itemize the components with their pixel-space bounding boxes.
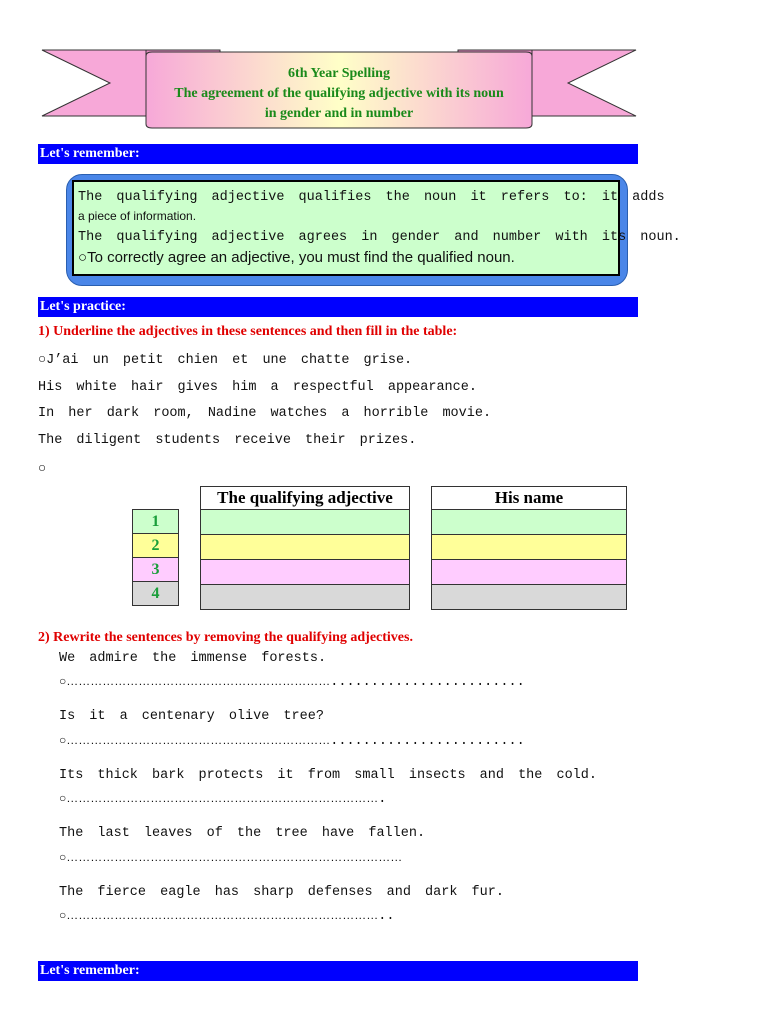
sentence-3: In her dark room, Nadine watches a horrible movie. xyxy=(38,406,492,421)
rule-line-2: a piece of information. xyxy=(78,209,197,223)
empty-bullet: ○ xyxy=(38,462,47,477)
row-number: 4 xyxy=(133,582,179,606)
sentence-4: The diligent students receive their prizes. xyxy=(38,433,417,448)
row-number: 1 xyxy=(133,510,179,534)
sentence-1: ○J’ai un petit chien et une chatte grise. xyxy=(38,353,413,368)
answer-line-2[interactable]: ○…………………………………………………………........................ xyxy=(59,733,525,749)
adjective-cell[interactable] xyxy=(201,535,410,560)
table-header-adjective: The qualifying adjective xyxy=(200,486,410,510)
row-number: 3 xyxy=(133,558,179,582)
rule-line-1: The qualifying adjective qualifies the noun it refers to: it adds xyxy=(78,190,665,205)
banner-title: 6th Year Spelling xyxy=(288,66,390,81)
rewrite-sentence-3: Its thick bark protects it from small insects and the cold. xyxy=(59,768,597,783)
name-cell[interactable] xyxy=(432,585,627,610)
section-header-practice: Let's practice: xyxy=(38,297,638,317)
adjective-cell[interactable] xyxy=(201,560,410,585)
answer-line-3[interactable]: ○……………………………………………………………………. xyxy=(59,791,387,807)
section-header-remember-2: Let's remember: xyxy=(38,961,638,981)
sentence-2: His white hair gives him a respectful appearance. xyxy=(38,380,477,395)
adjective-cell[interactable] xyxy=(201,585,410,610)
banner-subtitle-2: in gender and in number xyxy=(264,106,414,121)
exercise-2-instruction: 2) Rewrite the sentences by removing the qualifying adjectives. xyxy=(38,630,413,645)
row-number: 2 xyxy=(133,534,179,558)
banner-subtitle: The agreement of the qualifying adjective with its noun xyxy=(174,86,504,101)
rewrite-sentence-1: We admire the immense forests. xyxy=(59,651,327,666)
numbers-column xyxy=(132,509,179,606)
rule-line-3: The qualifying adjective agrees in gender and number with its noun. xyxy=(78,230,681,245)
title-banner xyxy=(40,44,638,130)
answer-line-4[interactable]: ○………………………………………………………………………… xyxy=(59,850,403,864)
adjective-cell[interactable] xyxy=(201,510,410,535)
name-cell[interactable] xyxy=(432,560,627,585)
answer-line-1[interactable]: ○…………………………………………………………........................ xyxy=(59,674,525,690)
section-header-remember: Let's remember: xyxy=(38,144,638,164)
table-header-name: His name xyxy=(431,486,627,510)
answer-line-5[interactable]: ○…………………………………………………………………….. xyxy=(59,908,395,924)
name-cell[interactable] xyxy=(432,535,627,560)
exercise-1-instruction: 1) Underline the adjectives in these sentences and then fill in the table: xyxy=(38,324,458,339)
adjective-column xyxy=(200,509,410,610)
name-column xyxy=(431,509,627,610)
rewrite-sentence-2: Is it a centenary olive tree? xyxy=(59,709,324,724)
rule-line-4: ○To correctly agree an adjective, you must find the qualified noun. xyxy=(78,249,515,266)
rewrite-sentence-4: The last leaves of the tree have fallen. xyxy=(59,826,426,841)
name-cell[interactable] xyxy=(432,510,627,535)
rewrite-sentence-5: The fierce eagle has sharp defenses and dark fur. xyxy=(59,885,504,900)
